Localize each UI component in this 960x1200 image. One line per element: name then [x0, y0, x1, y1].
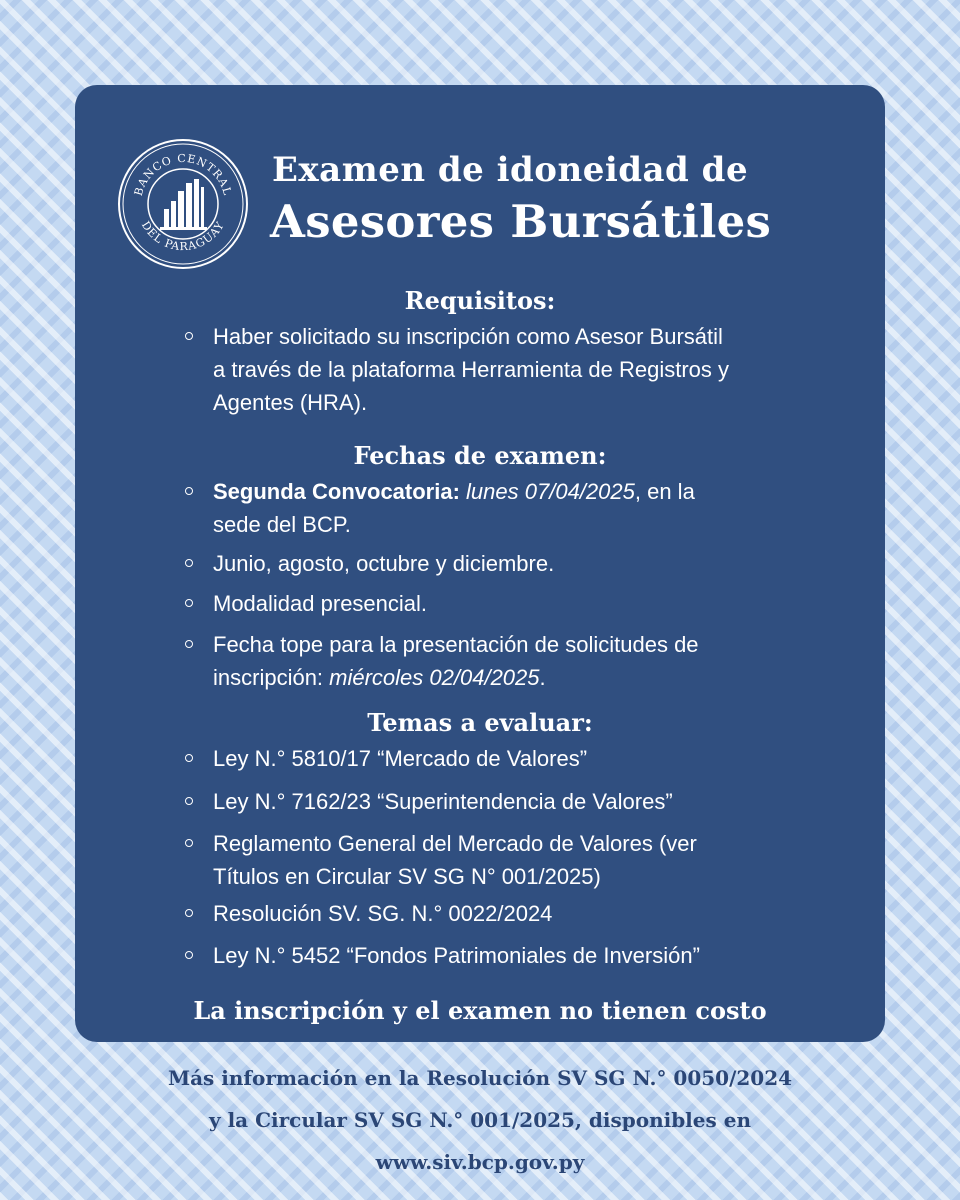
- fecha-item-1: Segunda Convocatoria: lunes 07/04/2025, en la sede del BCP.: [213, 475, 713, 541]
- title-line-2: Asesores Bursátiles: [270, 195, 772, 248]
- tema-item: Ley N.° 5452 “Fondos Patrimoniales de Inversión”: [213, 939, 813, 972]
- bullet-icon: [185, 599, 193, 607]
- bullet-icon: [185, 332, 193, 340]
- bullet-icon: [185, 909, 193, 917]
- bullet-icon: [185, 951, 193, 959]
- more-info-line-2: y la Circular SV SG N.° 001/2025, disponibles en: [208, 1108, 751, 1132]
- fecha-item-4: Fecha tope para la presentación de solicitudes de inscripción: miércoles 02/04/2025.: [213, 628, 733, 694]
- bullet-icon: [185, 839, 193, 847]
- bullet-icon: [185, 754, 193, 762]
- requisitos-heading: Requisitos:: [404, 286, 556, 315]
- bcp-seal-logo: [116, 137, 250, 271]
- no-cost-note: La inscripción y el examen no tienen costo: [193, 996, 767, 1025]
- requisito-item: Haber solicitado su inscripción como Asesor Bursátil a través de la plataforma Herramienta de Registros y Agentes (HRA).: [213, 320, 733, 419]
- building-icon: [160, 179, 207, 230]
- svg-text:BANCO CENTRAL: BANCO CENTRAL: [131, 151, 235, 198]
- website-link[interactable]: www.siv.bcp.gov.py: [375, 1150, 585, 1174]
- tema-item: Resolución SV. SG. N.° 0022/2024: [213, 897, 773, 930]
- bullet-icon: [185, 487, 193, 495]
- tema-item: Ley N.° 7162/23 “Superintendencia de Valores”: [213, 785, 773, 818]
- fecha-item-3: Modalidad presencial.: [213, 587, 773, 620]
- bullet-icon: [185, 559, 193, 567]
- more-info-line-1: Más información en la Resolución SV SG N.° 0050/2024: [167, 1066, 793, 1090]
- svg-text:DEL PARAGUAY: DEL PARAGUAY: [138, 218, 228, 254]
- title-line-1: Examen de idoneidad de: [272, 150, 749, 190]
- tema-item: Reglamento General del Mercado de Valores (ver Títulos en Circular SV SG N° 001/2025): [213, 827, 713, 893]
- bullet-icon: [185, 797, 193, 805]
- bullet-icon: [185, 640, 193, 648]
- temas-heading: Temas a evaluar:: [367, 708, 593, 737]
- fecha-item-2: Junio, agosto, octubre y diciembre.: [213, 547, 773, 580]
- fechas-heading: Fechas de examen:: [353, 441, 607, 470]
- tema-item: Ley N.° 5810/17 “Mercado de Valores”: [213, 742, 773, 775]
